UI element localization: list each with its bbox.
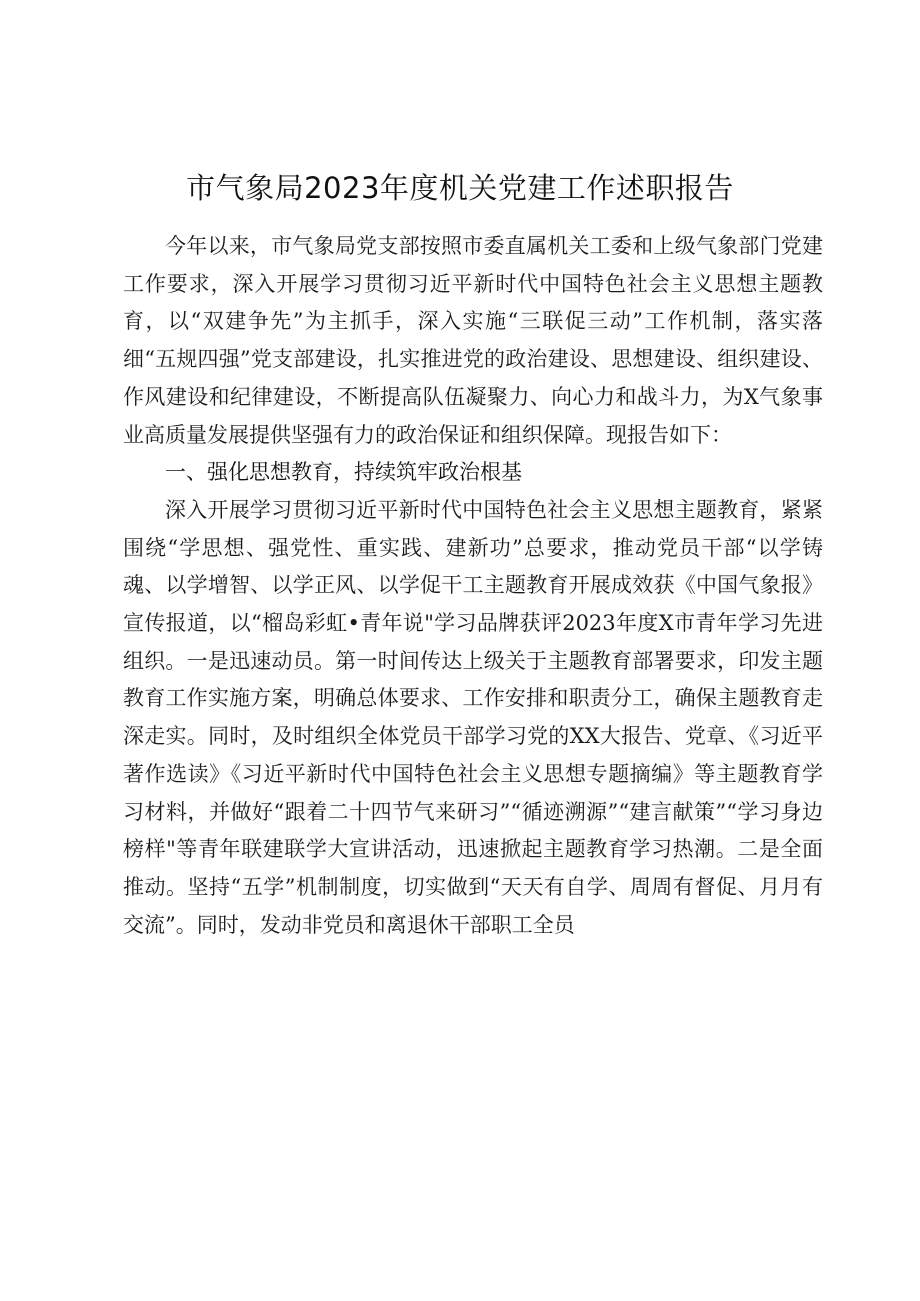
document-body — [123, 228, 823, 944]
document-title: 市气象局2023年度机关党建工作述职报告 — [186, 171, 734, 205]
intro-paragraph: 今年以来，市气象局党支部按照市委直属机关工委和上级气象部门党建工作要求，深入开展学习贯彻习近平新时代中国特色社会主义思想主题教育，以“双建争先”为主抓手，深入实施“三联促三动”工作机制，落实落细“五规四强”党支部建设，扎实推进党的政治建设、思想建设、组织建设、作风建设和纪律建设，不断提高队伍凝聚力、向心力和战斗力，为X气象事业高质量发展提供坚强有力的政治保证和组织保障。现报告如下： — [123, 234, 823, 447]
section-paragraph: 深入开展学习贯彻习近平新时代中国特色社会主义思想主题教育，紧紧围绕“学思想、强党性、重实践、建新功”总要求，推动党员干部“以学铸魂、以学增智、以学正风、以学促干工主题教育开展成效获《中国气象报》宣传报道，以“榴岛彩虹•青年说"学习品牌获评2023年度X市青年学习先进组织。一是迅速动员。第一时间传达上级关于主题教育部署要求，印发主题教育工作实施方案，明确总体要求、工作安排和职责分工，确保主题教育走深走实。同时，及时组织全体党员干部学习党的XX大报告、党章、《习近平著作选读》《习近平新时代中国特色社会主义思想专题摘编》等主题教育学习材料，并做好“跟着二十四节气来研习”“循迹溯源”“建言献策”“学习身边榜样"等青年联建联学大宣讲活动，迅速掀起主题教育学习热潮。二是全面推动。坚持“五学”机制制度，切实做到“天天有自学、周周有督促、月月有交流”。同时，发动非党员和离退休干部职工全员 — [123, 497, 823, 937]
section-heading: 一、强化思想教育，持续筑牢政治根基 — [165, 460, 522, 485]
